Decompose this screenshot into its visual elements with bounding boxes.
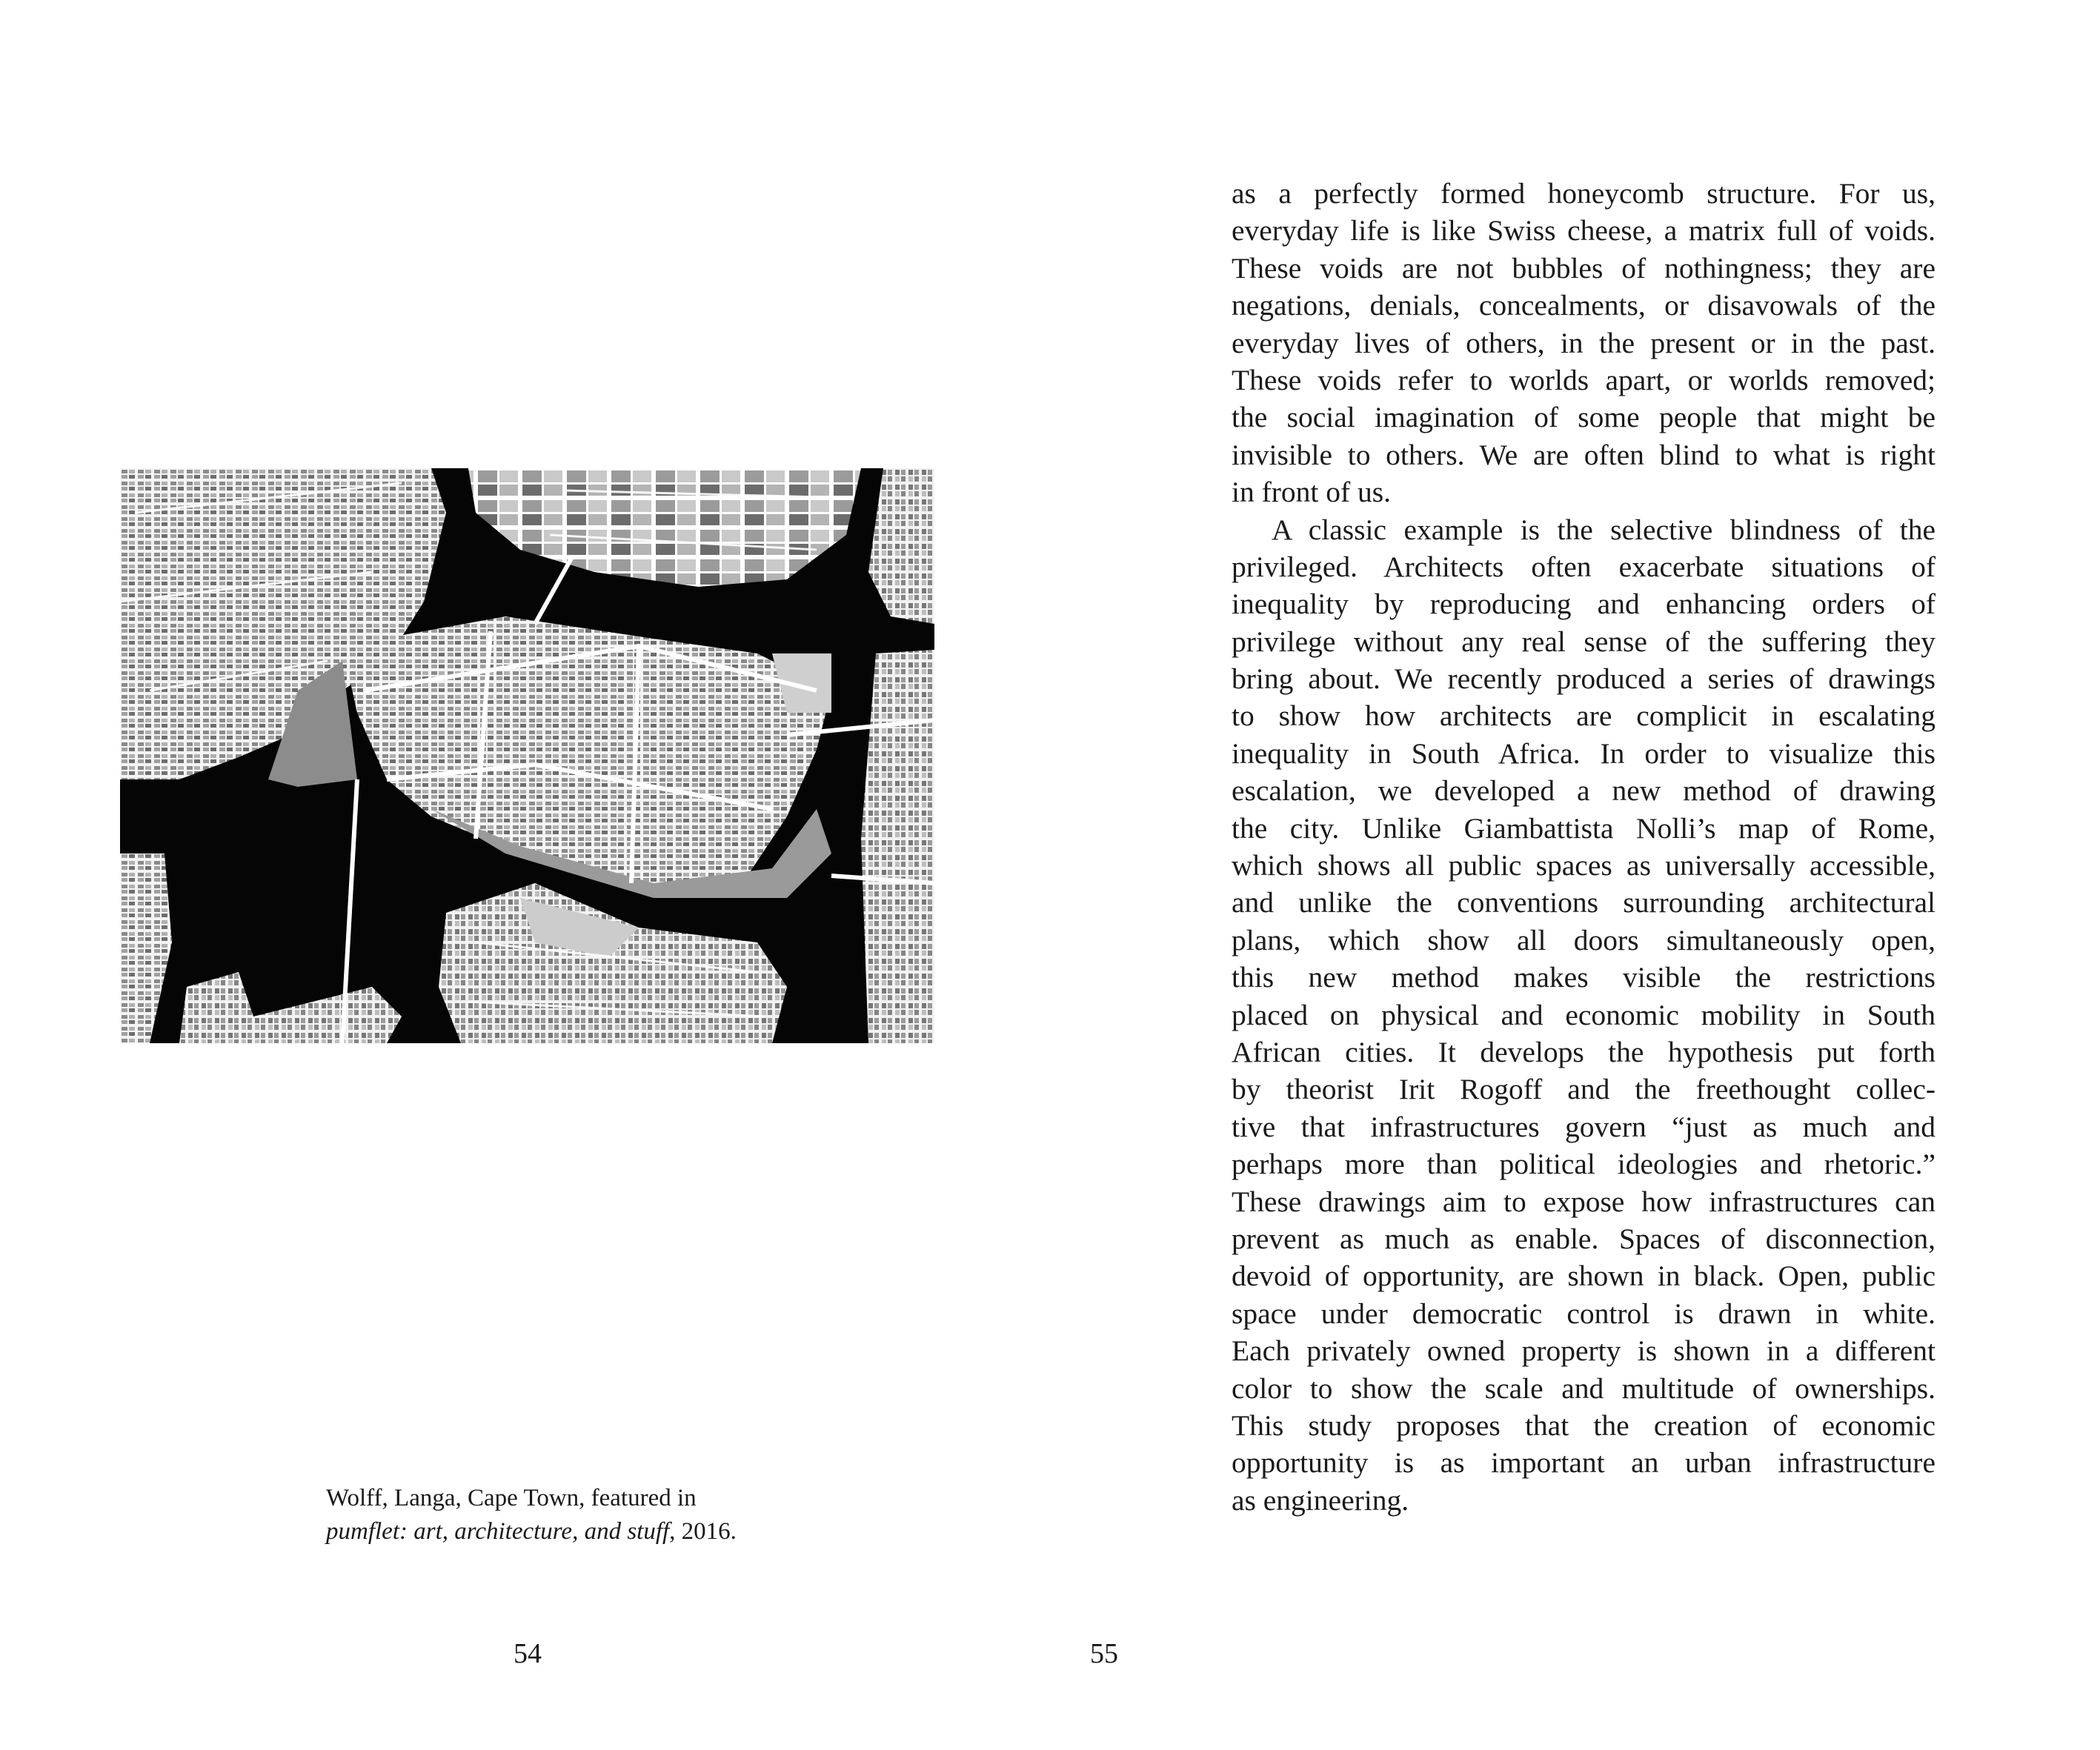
text-line: and unlike the conventions surrounding architectural (1232, 886, 1935, 919)
text-line: privileged. Architects often exacerbate situations of (1232, 550, 1935, 583)
figure-caption (326, 1482, 845, 1548)
text-line: These voids are not bubbles of nothingness; they are (1232, 251, 1935, 285)
text-line: escalation, we developed a new method of drawing (1232, 774, 1935, 808)
body-text (1232, 175, 1935, 1519)
text-line: inequality in South Africa. In order to visualize this (1232, 736, 1935, 770)
text-line: which shows all public spaces as universally accessible, (1232, 849, 1935, 882)
text-line: the social imagination of some people that might be (1232, 401, 1935, 434)
text-line: by theorist Irit Rogoff and the freethought collec- (1232, 1073, 1935, 1106)
page-number-left: 54 (514, 1638, 542, 1669)
text-line: perhaps more than political ideologies and rhetoric.” (1232, 1148, 1935, 1181)
text-line: as a perfectly formed honeycomb structure. For us, (1232, 177, 1935, 210)
text-line: Each privately owned property is shown in a different (1232, 1334, 1935, 1368)
caption-line-2 (326, 1515, 845, 1548)
text-line: as engineering. (1232, 1483, 1409, 1517)
text-line: These drawings aim to expose how infrastructures can (1232, 1185, 1935, 1218)
text-line: this new method makes visible the restrictions (1232, 961, 1935, 994)
aerial-map-image (120, 468, 934, 1043)
page-number-right: 55 (1090, 1638, 1118, 1669)
text-line: These voids refer to worlds apart, or worlds removed; (1232, 363, 1935, 396)
text-line: plans, which show all doors simultaneously open, (1232, 923, 1935, 956)
caption-line-1: Wolff, Langa, Cape Town, featured in (326, 1485, 697, 1511)
text-line: invisible to others. We are often blind to what is right (1232, 438, 1935, 471)
text-line: inequality by reproducing and enhancing orders of (1232, 588, 1935, 621)
text-line: devoid of opportunity, are shown in black. Open, public (1232, 1260, 1935, 1293)
text-line: privilege without any real sense of the suffering they (1232, 625, 1935, 658)
text-line: African cities. It develops the hypothesis put forth (1232, 1035, 1935, 1068)
text-line: tive that infrastructures govern “just as much and (1232, 1110, 1935, 1143)
text-line: to show how architects are complicit in escalating (1232, 699, 1935, 733)
text-line: opportunity is as important an urban infrastructure (1232, 1446, 1935, 1480)
caption-publication-title: pumflet: art, architecture, and stuff (326, 1518, 670, 1545)
text-line: prevent as much as enable. Spaces of disconnection, (1232, 1222, 1935, 1255)
caption-year: , 2016. (669, 1518, 737, 1545)
langa-map-figure (120, 468, 934, 1043)
text-line: the city. Unlike Giambattista Nolli’s map of Rome, (1232, 811, 1935, 845)
text-line: color to show the scale and multitude of ownerships. (1232, 1371, 1935, 1405)
text-line: everyday lives of others, in the present or in the past. (1232, 326, 1935, 359)
text-line: bring about. We recently produced a series of drawings (1232, 662, 1935, 696)
text-line: space under democratic control is drawn in white. (1232, 1297, 1935, 1330)
text-line: A classic example is the selective blindness of the (1272, 513, 1935, 546)
text-line: everyday life is like Swiss cheese, a matrix full of voids. (1232, 214, 1935, 247)
text-line: negations, denials, concealments, or disavowals of the (1232, 289, 1935, 322)
text-line: placed on physical and economic mobility in South (1232, 998, 1935, 1031)
text-line: This study proposes that the creation of economic (1232, 1408, 1935, 1442)
text-line: in front of us. (1232, 476, 1392, 509)
